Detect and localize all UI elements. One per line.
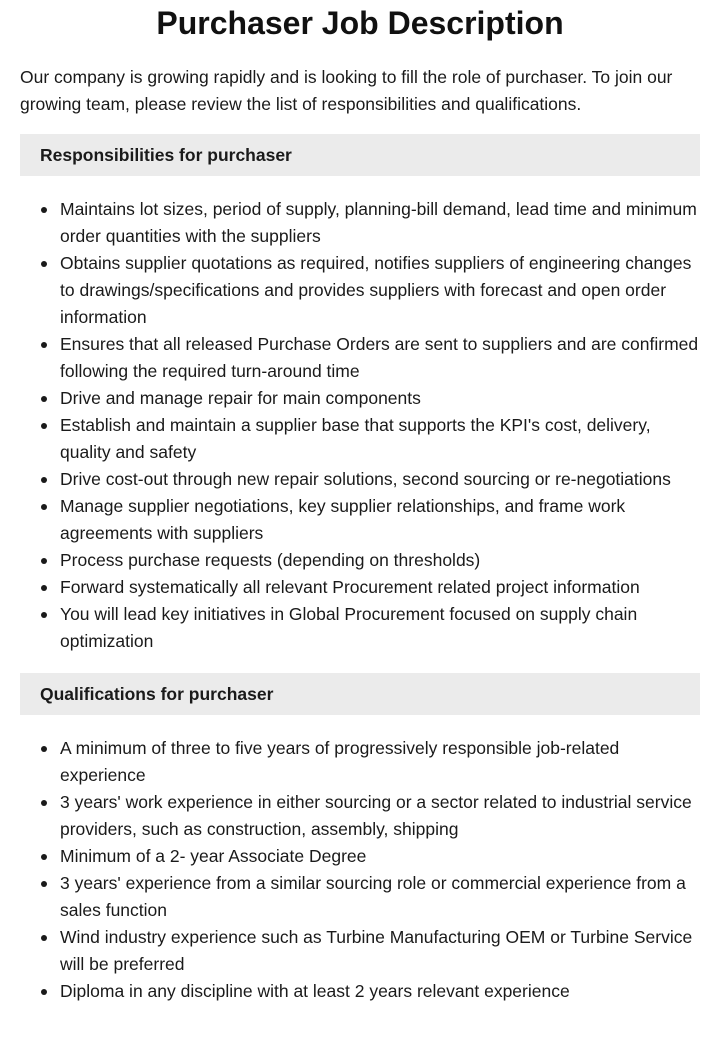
bullet-icon	[41, 935, 47, 941]
list-item	[20, 978, 700, 1005]
list-item	[20, 547, 700, 574]
bullet-icon	[41, 800, 47, 806]
list-item-text: Maintains lot sizes, period of supply, planning-bill demand, lead time and minimum order quantities with the suppliers	[60, 199, 697, 246]
list-item	[20, 412, 700, 466]
bullet-icon	[41, 261, 47, 267]
list-item-text: Drive cost-out through new repair solutions, second sourcing or re-negotiations	[60, 469, 671, 489]
list-item	[20, 385, 700, 412]
list-item-text: Process purchase requests (depending on thresholds)	[60, 550, 481, 570]
list-item-text: Drive and manage repair for main components	[60, 388, 421, 408]
list-item	[20, 250, 700, 331]
list-item	[20, 574, 700, 601]
bullet-icon	[41, 396, 47, 402]
list-item-text: Manage supplier negotiations, key supplier relationships, and frame work agreements with suppliers	[60, 496, 626, 543]
list-item-text: Ensures that all released Purchase Orders are sent to suppliers and are confirmed following the required turn-around time	[60, 334, 699, 381]
list-item	[20, 843, 700, 870]
list-item-text: Minimum of a 2- year Associate Degree	[60, 846, 367, 866]
bullet-icon	[41, 423, 47, 429]
list-item-text: You will lead key initiatives in Global Procurement focused on supply chain optimization	[60, 604, 638, 651]
intro-paragraph: Our company is growing rapidly and is looking to fill the role of purchaser. To join our growing team, please review the list of responsibilities and qualifications.	[20, 67, 673, 114]
bullet-icon	[41, 504, 47, 510]
bullet-icon	[41, 585, 47, 591]
bullet-icon	[41, 746, 47, 752]
responsibilities-list	[20, 196, 700, 655]
list-item	[20, 789, 700, 843]
responsibilities-heading: Responsibilities for purchaser	[20, 134, 700, 176]
list-item	[20, 331, 700, 385]
list-item	[20, 870, 700, 924]
bullet-icon	[41, 854, 47, 860]
bullet-icon	[41, 477, 47, 483]
list-item-text: Wind industry experience such as Turbine Manufacturing OEM or Turbine Service will be preferred	[60, 927, 693, 974]
list-item-text: Forward systematically all relevant Procurement related project information	[60, 577, 640, 597]
bullet-icon	[41, 989, 47, 995]
bullet-icon	[41, 558, 47, 564]
list-item	[20, 601, 700, 655]
page-title: Purchaser Job Description	[156, 5, 564, 41]
list-item	[20, 493, 700, 547]
list-item	[20, 924, 700, 978]
bullet-icon	[41, 881, 47, 887]
list-item-text: Establish and maintain a supplier base that supports the KPI's cost, delivery, quality and safety	[60, 415, 651, 462]
list-item-text: 3 years' work experience in either sourcing or a sector related to industrial service providers, such as construction, assembly, shipping	[60, 792, 692, 839]
list-item	[20, 196, 700, 250]
bullet-icon	[41, 207, 47, 213]
qualifications-list	[20, 735, 700, 1005]
list-item-text: 3 years' experience from a similar sourcing role or commercial experience from a sales function	[60, 873, 686, 920]
list-item	[20, 466, 700, 493]
list-item	[20, 735, 700, 789]
list-item-text: Diploma in any discipline with at least 2 years relevant experience	[60, 981, 570, 1001]
list-item-text: Obtains supplier quotations as required, notifies suppliers of engineering changes to drawings/specifications and provides suppliers with forecast and open order information	[60, 253, 692, 327]
qualifications-heading: Qualifications for purchaser	[20, 673, 700, 715]
list-item-text: A minimum of three to five years of progressively responsible job-related experience	[60, 738, 620, 785]
bullet-icon	[41, 612, 47, 618]
bullet-icon	[41, 342, 47, 348]
